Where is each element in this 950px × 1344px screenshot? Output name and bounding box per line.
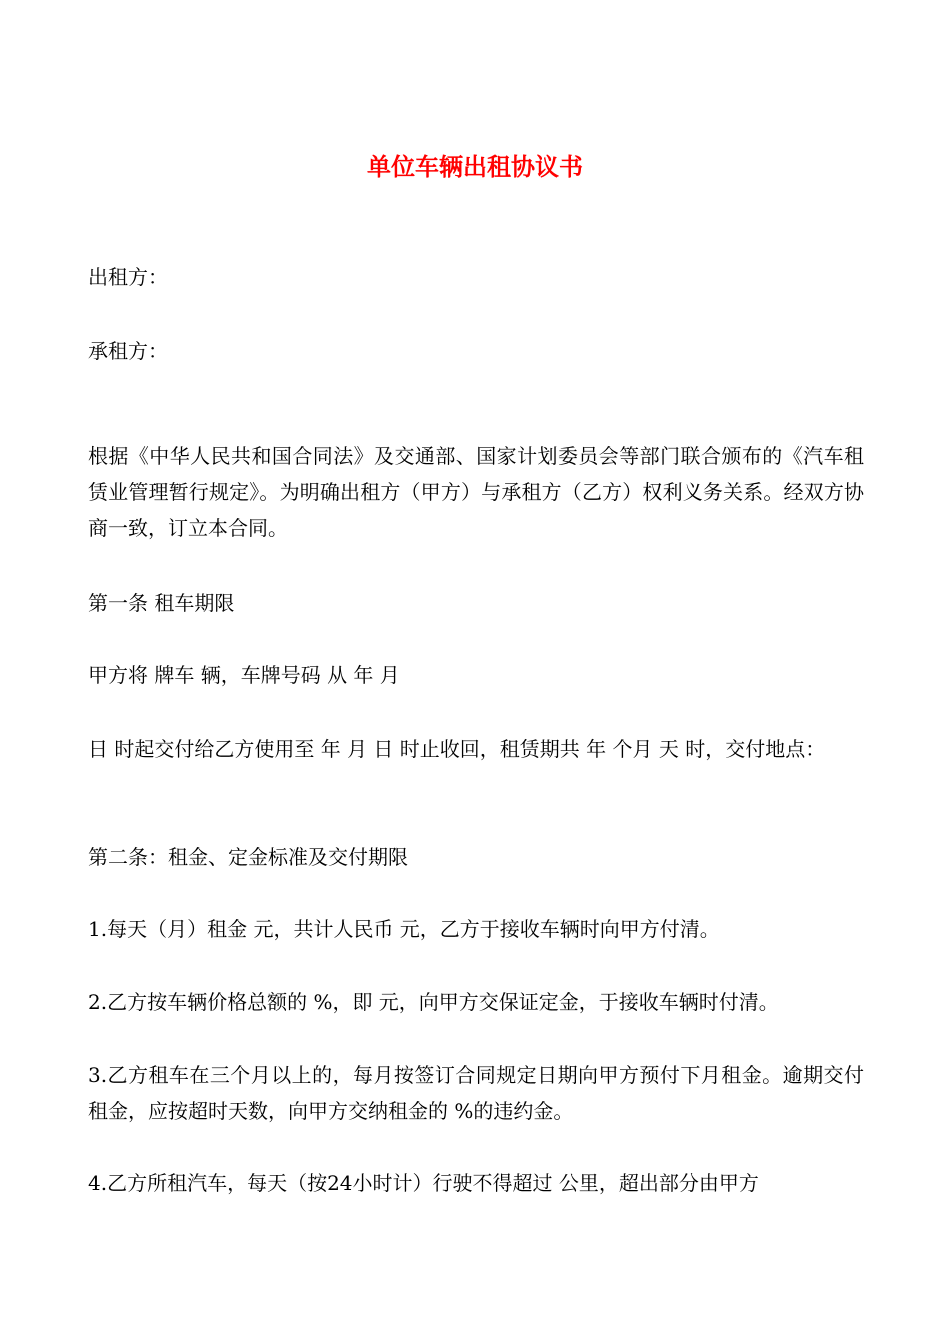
article-2-item-2: 2.乙方按车辆价格总额的 %，即 元，向甲方交保证定金，于接收车辆时付清。	[88, 990, 779, 1014]
lessee-line: 承租方：	[88, 339, 168, 363]
lessor-line: 出租方：	[88, 265, 168, 289]
article-2-item-3: 3.乙方租车在三个月以上的，每月按签订合同规定日期向甲方预付下月租金。逾期交付租金，应按超时天数，向甲方交纳租金的 %的违约金。	[88, 1063, 864, 1123]
article-1-heading: 第一条 租车期限	[88, 591, 235, 615]
article-2-item-4: 4.乙方所租汽车，每天（按24小时计）行驶不得超过 公里，超出部分由甲方	[88, 1171, 759, 1195]
document-title: 单位车辆出租协议书	[367, 153, 583, 182]
article-1-text-1: 甲方将 牌车 辆，车牌号码 从 年 月	[88, 663, 400, 687]
article-2-item-1: 1.每天（月）租金 元，共计人民币 元，乙方于接收车辆时向甲方付清。	[88, 917, 720, 941]
article-1-text-2: 日 时起交付给乙方使用至 年 月 日 时止收回，租赁期共 年 个月 天 时，交付地点：	[88, 737, 826, 761]
preamble-paragraph: 根据《中华人民共和国合同法》及交通部、国家计划委员会等部门联合颁布的《汽车租赁业管理暂行规定》。为明确出租方（甲方）与承租方（乙方）权利义务关系。经双方协商一致，订立本合同。	[88, 444, 864, 540]
article-2-heading: 第二条：租金、定金标准及交付期限	[88, 845, 408, 869]
